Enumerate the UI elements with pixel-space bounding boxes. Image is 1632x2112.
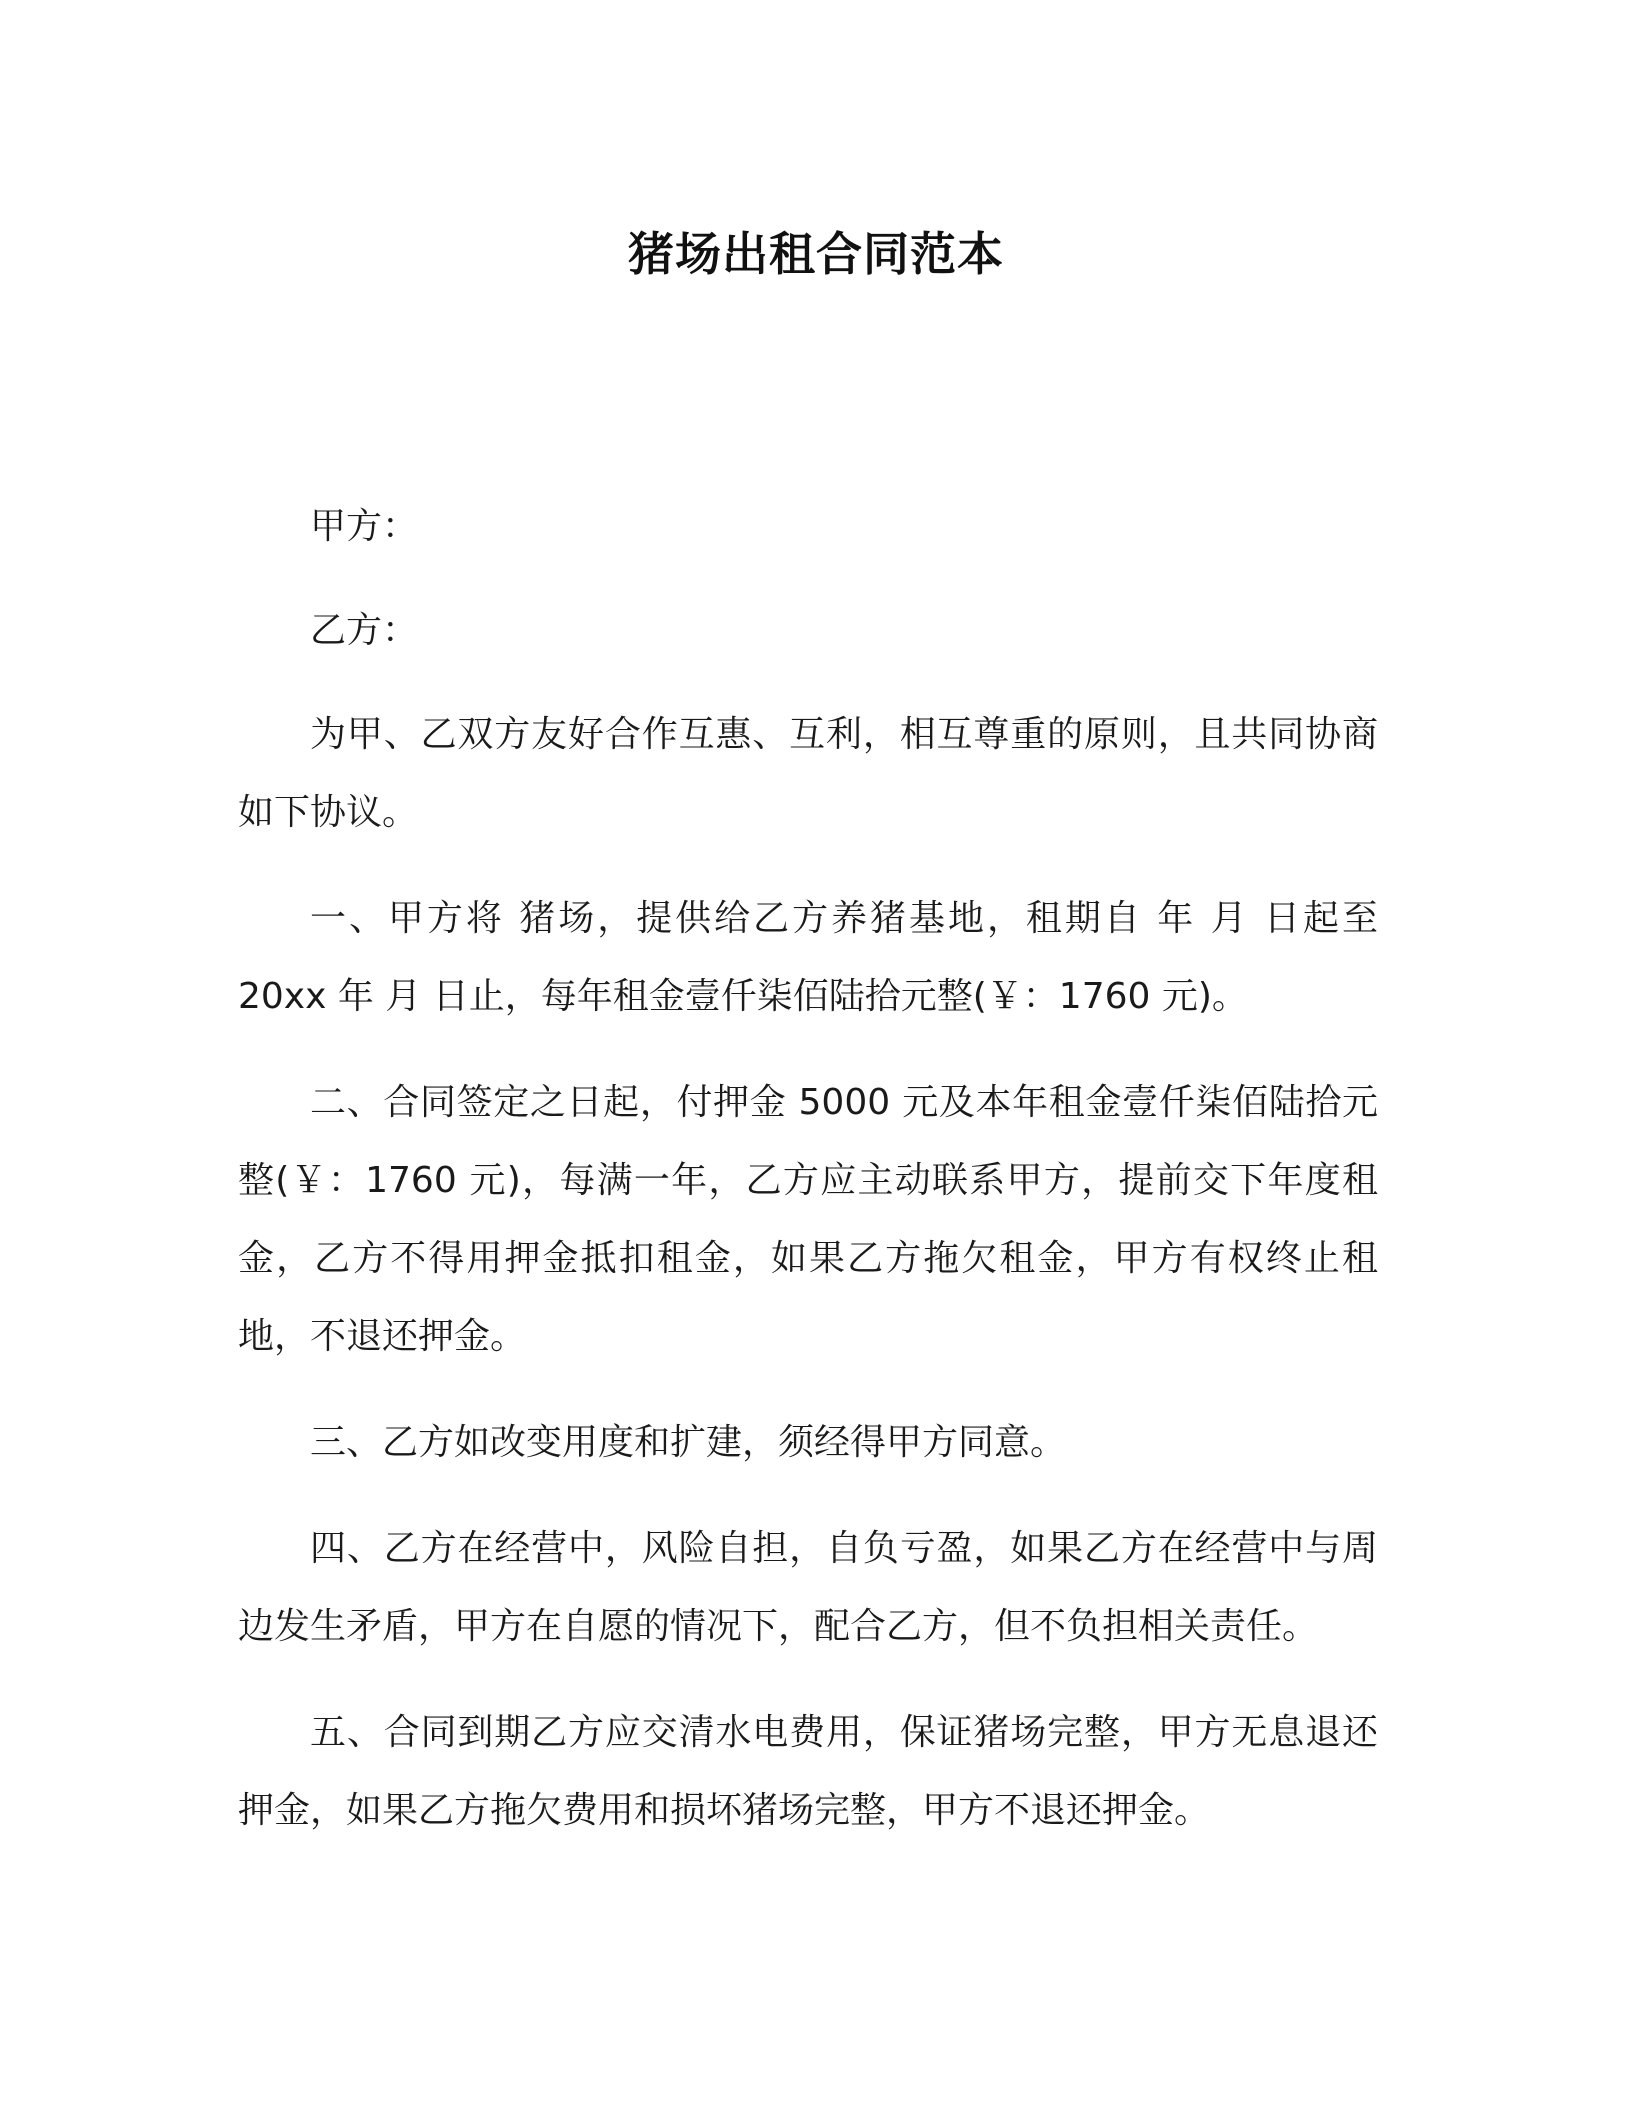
document-body [238,488,1378,1878]
party-a-label: 甲方： [310,506,419,547]
paragraph-clause-4: 四、乙方在经营中，风险自担，自负亏盈，如果乙方在经营中与周边发生矛盾，甲方在自愿的情况下，配合乙方，但不负担相关责任。 [238,1528,1378,1647]
paragraph-clause-3: 三、乙方如改变用度和扩建，须经得甲方同意。 [310,1422,1067,1463]
document-title: 猪场出租合同范本 [628,227,1004,281]
paragraph-clause-2: 二、合同签定之日起，付押金 5000 元及本年租金壹仟柒佰陆拾元整(￥：1760 元)，每满一年，乙方应主动联系甲方，提前交下年度租金，乙方不得用押金抵扣租金，如果乙方拖欠租金，甲方有权终止租地，不退还押金。 [238,1082,1378,1357]
paragraph-clause-1: 一、甲方将 猪场，提供给乙方养猪基地，租期自 年 月 日起至 20xx 年 月 日止，每年租金壹仟柒佰陆拾元整(￥：1760 元)。 [238,898,1378,1017]
paragraph-clause-5: 五、合同到期乙方应交清水电费用，保证猪场完整，甲方无息退还押金，如果乙方拖欠费用和损坏猪场完整，甲方不退还押金。 [238,1712,1378,1831]
paragraph-preamble: 为甲、乙双方友好合作互惠、互利，相互尊重的原则，且共同协商如下协议。 [238,714,1378,833]
party-b-label: 乙方： [310,610,419,651]
